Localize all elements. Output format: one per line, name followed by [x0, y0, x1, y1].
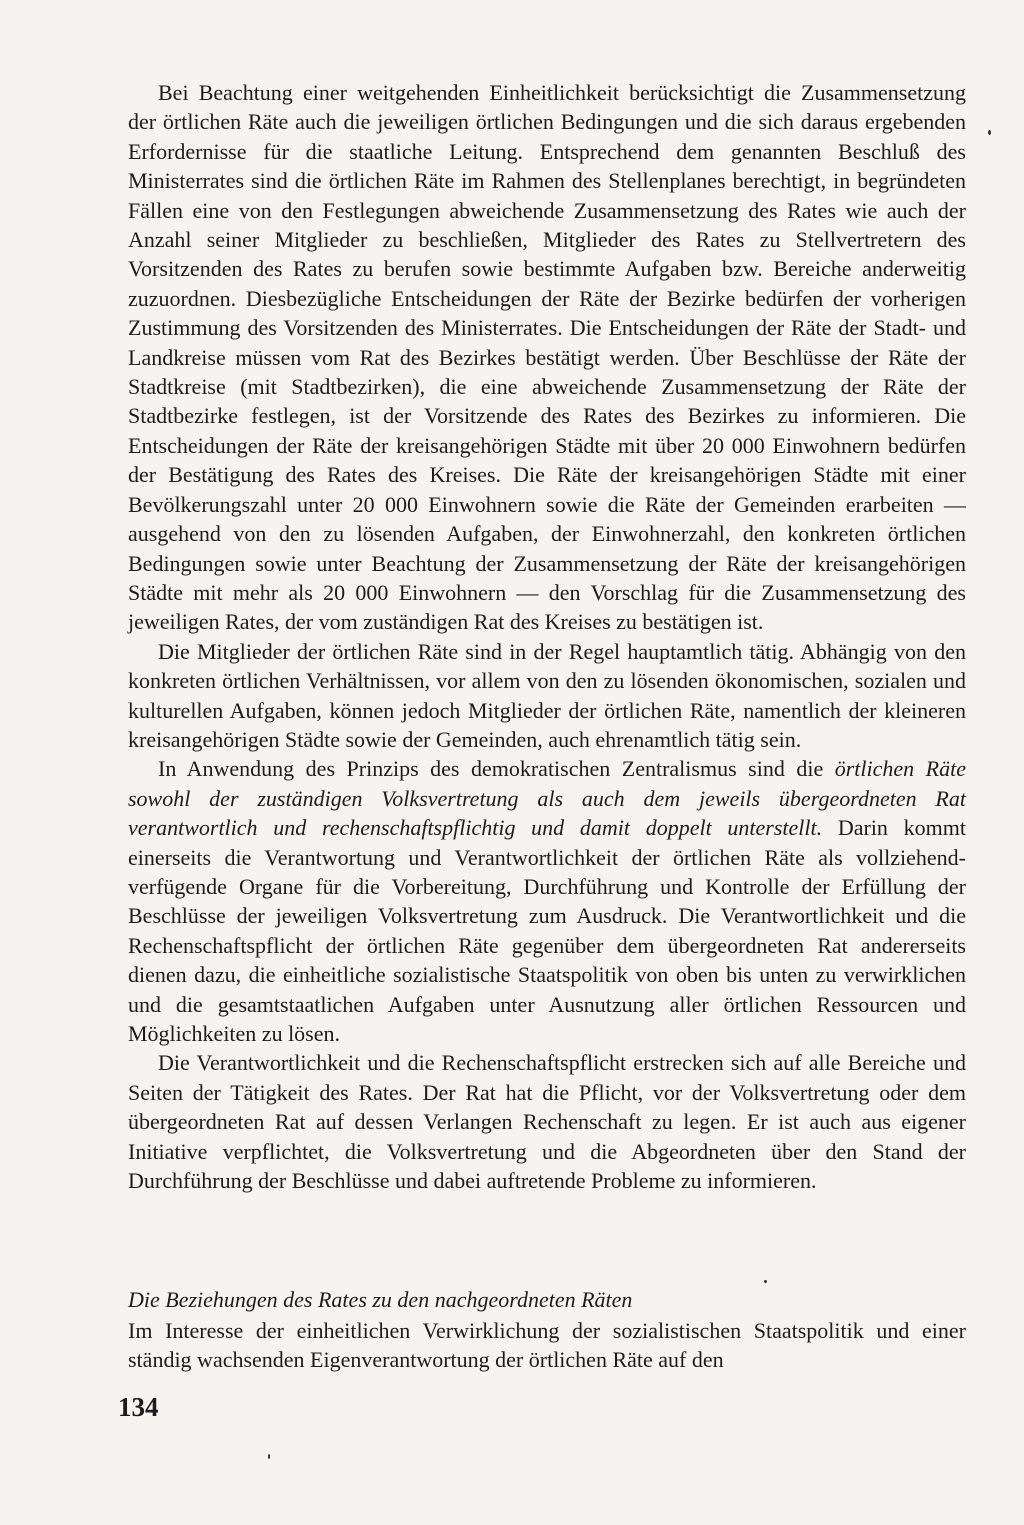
scan-speck: [268, 1454, 270, 1459]
scan-speck: [764, 1280, 767, 1283]
body-text: [128, 78, 966, 1195]
paragraph-3-lead: In Anwendung des Prinzips des demokratischen Zentralismus sind die: [158, 756, 835, 782]
paragraph-3: [128, 754, 966, 1048]
paragraph-1: Bei Beachtung einer weitgehenden Einheitlichkeit berücksichtigt die Zusammensetzung der örtlichen Räte auch die jeweiligen örtlichen Bedingungen und die sich daraus ergebenden Erfordernisse für die staatliche Leitung. Entsprechend dem genannten Beschluß des Ministerrates sind die örtlichen Räte im Rahmen des Stellenplanes berechtigt, in begründeten Fällen eine von den Festlegungen abweichende Zusammensetzung des Rates wie auch der Anzahl seiner Mitglieder zu beschließen, Mitglieder des Rates zu Stellvertretern des Vorsitzenden des Rates zu berufen sowie bestimmte Aufgaben bzw. Bereiche anderweitig zuzuordnen. Diesbezügliche Entscheidungen der Räte der Bezirke bedürfen der vorherigen Zustimmung des Vorsitzenden des Ministerrates. Die Entscheidungen der Räte der Stadt- und Landkreise müssen vom Rat des Bezirkes bestätigt werden. Über Beschlüsse der Räte der Stadtkreise (mit Stadtbezirken), die eine abweichende Zusammensetzung der Räte der Stadtbezirke festlegen, ist der Vorsitzende des Rates des Bezirkes zu informieren. Die Entscheidungen der Räte der kreisangehörigen Städte mit über 20 000 Einwohnern bedürfen der Bestätigung des Rates des Kreises. Die Räte der kreisangehörigen Städte mit einer Bevölkerungszahl unter 20 000 Einwohnern sowie die Räte der Gemeinden erarbeiten — ausgehend von den zu lösenden Aufgaben, der Einwohnerzahl, den konkreten örtlichen Bedingungen sowie unter Beachtung der Zusammensetzung der Räte der kreisangehörigen Städte mit mehr als 20 000 Einwohnern — den Vorschlag für die Zusammensetzung des jeweiligen Rates, der vom zuständigen Rat des Kreises zu bestätigen ist.: [128, 80, 966, 635]
paragraph-2: Die Mitglieder der örtlichen Räte sind in der Regel hauptamtlich tätig. Abhängig von den konkreten örtlichen Verhältnissen, vor allem von den zu lösenden ökonomischen, sozialen und kulturellen Aufgaben, können jedoch Mitglieder der örtlichen Räte, namentlich der kleineren kreisangehörigen Städte sowie der Gemeinden, auch ehrenamtlich tätig sein.: [128, 638, 966, 752]
paragraph-3-rest: Darin kommt einerseits die Verantwortung und Verantwortlichkeit der örtlichen Räte als vollziehend-verfügende Organe für die Vorbereitung, Durchführung und Kontrolle der Erfüllung der Beschlüsse der jeweiligen Volksvertretung zum Ausdruck. Die Verantwortlichkeit und die Rechenschaftspflicht der örtlichen Räte gegenüber dem übergeordneten Rat andererseits dienen dazu, die einheitliche sozialistische Staatspolitik von oben bis unten zu verwirklichen und die gesamtstaatlichen Aufgaben unter Ausnutzung aller örtlichen Ressourcen und Möglichkeiten zu lösen.: [128, 815, 966, 1046]
paragraph-4: Die Verantwortlichkeit und die Rechenschaftspflicht erstrecken sich auf alle Bereiche und Seiten der Tätigkeit des Rates. Der Rat hat die Pflicht, vor der Volksvertretung oder dem übergeordneten Rat auf dessen Verlangen Rechenschaft zu legen. Er ist auch aus eigener Initiative verpflichtet, die Volksvertretung und die Abgeordneten über den Stand der Durchführung der Beschlüsse und dabei auftretende Probleme zu informieren.: [128, 1050, 966, 1194]
section-paragraph: Im Interesse der einheitlichen Verwirklichung der sozialistischen Staatspolitik und einer ständig wachsenden Eigenverantwortung der örtlichen Räte auf den: [128, 1318, 966, 1373]
scan-speck: [988, 130, 991, 135]
section-heading: Die Beziehungen des Rates zu den nachgeordneten Räten: [128, 1287, 633, 1312]
page-number: 134: [118, 1392, 159, 1422]
paragraph-3-emphasis: örtlichen Räte sowohl der zuständigen Volksvertretung als auch dem jeweils übergeordneten Rat verantwortlich und rechenschaftspflichtig und damit doppelt unterstellt.: [128, 756, 966, 841]
